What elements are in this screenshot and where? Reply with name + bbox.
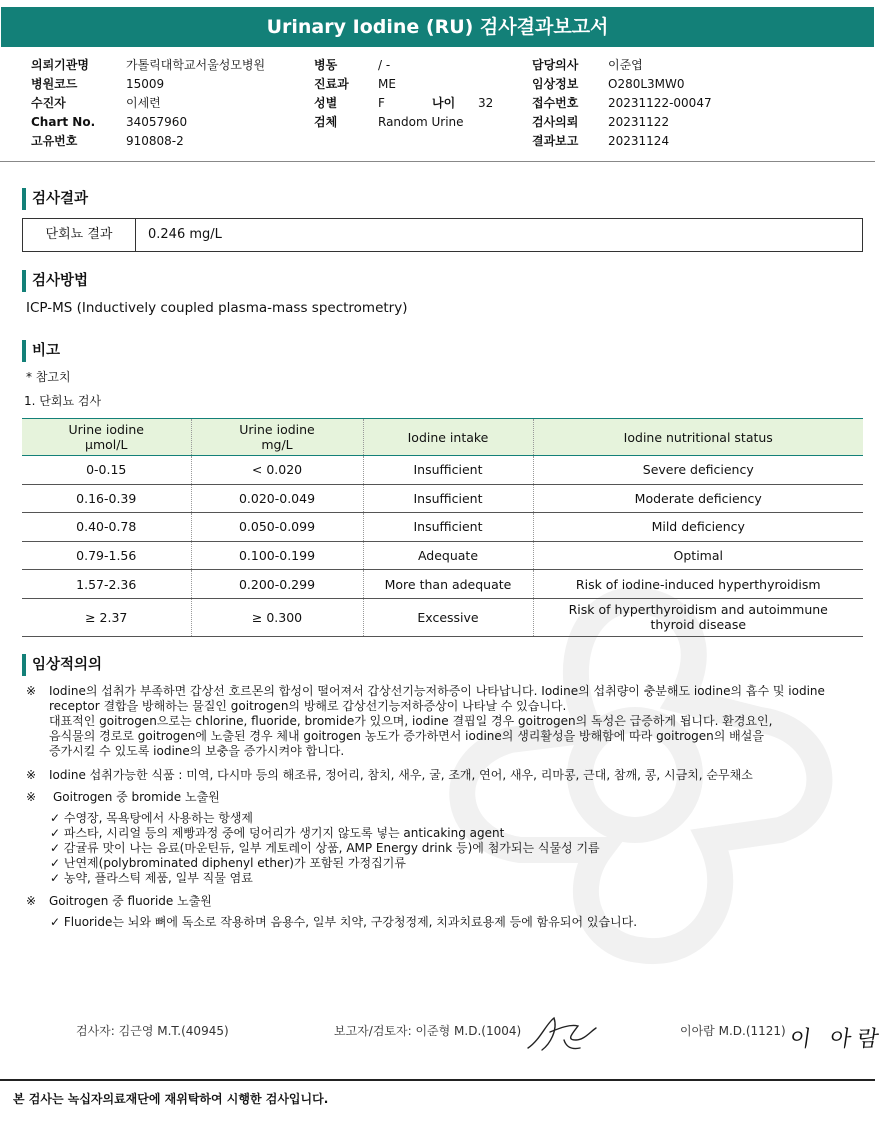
patient-info-col2 — [314, 56, 514, 132]
info-value: 910808-2 — [126, 134, 184, 148]
result-box — [22, 218, 863, 252]
table-cell: 0.40-0.78 — [22, 513, 191, 542]
info-label: 검체 — [314, 115, 338, 129]
table-cell: < 0.020 — [191, 456, 363, 485]
table-row — [22, 456, 863, 485]
info-value: 34057960 — [126, 115, 188, 129]
table-cell: Optimal — [533, 541, 863, 570]
info-value: 20231122-00047 — [608, 96, 712, 110]
info-label: 결과보고 — [532, 134, 579, 148]
header-umol: Urine iodine μmol/L — [22, 419, 191, 456]
note-marker: ※ — [26, 684, 37, 698]
info-value: ME — [378, 77, 396, 91]
info-value: 15009 — [126, 77, 165, 91]
table-cell: Insufficient — [363, 484, 533, 513]
table-cell: 0.79-1.56 — [22, 541, 191, 570]
fluoride-list — [26, 915, 866, 930]
clinical-text — [26, 684, 866, 938]
info-label: 수진자 — [31, 96, 66, 110]
reviewer-signature: 보고자/검토자: 이준형 M.D.(1004) — [334, 1024, 522, 1038]
list-item: ✓ 파스타, 시리얼 등의 제빵과정 중에 덩어리가 생기지 않도록 넣는 anticaking agent — [50, 826, 505, 840]
header-divider — [0, 161, 875, 162]
header-mgl: Urine iodine mg/L — [191, 419, 363, 456]
info-value: O280L3MW0 — [608, 77, 685, 91]
info-label: 임상정보 — [532, 77, 579, 91]
handwritten-signature-name: 이 아람 — [787, 1027, 887, 1052]
reference-subtitle: 1. 단회뇨 검사 — [24, 394, 102, 408]
list-item: ✓ 난연제(polybrominated diphenyl ether)가 포함된 가정집기류 — [50, 856, 406, 870]
table-row — [22, 570, 863, 599]
info-value: 20231124 — [608, 134, 670, 148]
table-cell: 0.020-0.049 — [191, 484, 363, 513]
table-cell: Risk of iodine-induced hyperthyroidism — [533, 570, 863, 599]
table-cell: 1.57-2.36 — [22, 570, 191, 599]
clinical-paragraph: ※ Goitrogen 중 fluoride 노출원 — [26, 894, 212, 908]
table-cell: 0-0.15 — [22, 456, 191, 485]
table-cell: Insufficient — [363, 513, 533, 542]
section-heading-remarks: 비고 — [22, 340, 60, 362]
info-label: 성별 — [314, 96, 338, 110]
table-cell: Adequate — [363, 541, 533, 570]
third-signature: 이아람 M.D.(1121) — [680, 1024, 786, 1038]
table-cell: ≥ 0.300 — [191, 598, 363, 636]
footer-note: 본 검사는 녹십자의료재단에 재위탁하여 시행한 검사입니다. — [13, 1092, 329, 1106]
tester-signature: 검사자: 김근영 M.T.(40945) — [76, 1024, 229, 1038]
table-row — [22, 598, 863, 636]
header-intake: Iodine intake — [363, 419, 533, 456]
table-row — [22, 513, 863, 542]
table-cell: Excessive — [363, 598, 533, 636]
info-value: 이세련 — [126, 96, 161, 110]
bromide-list — [26, 811, 866, 886]
info-value: / - — [378, 58, 391, 72]
table-cell: Severe deficiency — [533, 456, 863, 485]
table-cell: 0.16-0.39 — [22, 484, 191, 513]
patient-info-col1 — [31, 56, 301, 151]
table-row — [22, 541, 863, 570]
patient-info-col3 — [532, 56, 772, 151]
section-heading-clinical: 임상적의의 — [22, 654, 102, 676]
info-value: F — [378, 96, 385, 110]
info-label: Chart No. — [31, 115, 96, 129]
clinical-paragraph: ※ Iodine의 섭취가 부족하면 갑상선 호르몬의 합성이 떨어져서 갑상선기능저하증이 나타납니다. Iodine의 섭취량이 충분해도 iodine의 흡수 및 iodine receptor 결합을 방해하는 물질인 goitrogen의 방해로 갑상선기능저하증상이 나타날 수 있습니다. 대표적인 goitrogen으로는 chlorine, fluoride, bromide가 있으며, iodine 결핍일 경우 goitrogen의 독성은 급증하게 됩니다. 환경요인, 음식물의 경로로 goitrogen에 노출된 경우 체내 goitrogen 농도가 증가하면서 iodine의 생리활성을 방해함에 따라 goitrogen의 배설을 증가시킬 수 있도록 iodine의 보충을 증가시켜야 합니다. — [26, 684, 825, 758]
list-item: ✓ 감귤류 맛이 나는 음료(마운틴듀, 일부 게토레이 상품, AMP Energy drink 등)에 첨가되는 식물성 기름 — [50, 841, 600, 855]
note-marker: ※ — [26, 768, 37, 782]
footer-divider — [0, 1079, 875, 1081]
clinical-paragraph: ※ Iodine 섭취가능한 식품 : 미역, 다시마 등의 해조류, 정어리, 참치, 새우, 굴, 조개, 연어, 새우, 리마콩, 근대, 참깨, 콩, 시금치, 순무채소 — [26, 768, 753, 782]
table-cell: Risk of hyperthyroidism and autoimmune thyroid disease — [533, 598, 863, 636]
section-heading-result: 검사결과 — [22, 188, 88, 210]
table-cell: Mild deficiency — [533, 513, 863, 542]
age-label: 나이 — [432, 96, 456, 110]
info-label: 병동 — [314, 58, 338, 72]
info-label: 병원코드 — [31, 77, 78, 91]
table-cell: ≥ 2.37 — [22, 598, 191, 636]
info-value: 이준엽 — [608, 58, 643, 72]
note-marker: ※ — [26, 790, 37, 804]
table-cell: Insufficient — [363, 456, 533, 485]
table-header-row — [22, 419, 863, 456]
report-title: Urinary Iodine (RU) 검사결과보고서 — [1, 7, 874, 47]
reference-note: * 참고치 — [26, 370, 71, 384]
age-value: 32 — [478, 96, 494, 110]
note-marker: ※ — [26, 894, 37, 908]
list-item: ✓ 농약, 플라스틱 제품, 일부 직물 염료 — [50, 871, 253, 885]
info-label: 접수번호 — [532, 96, 579, 110]
info-value: 가톨릭대학교서울성모병원 — [126, 58, 266, 72]
header-status: Iodine nutritional status — [533, 419, 863, 456]
info-label: 검사의뢰 — [532, 115, 579, 129]
list-item: ✓ Fluoride는 뇌와 뼈에 독소로 작용하며 음용수, 일부 치약, 구강청정제, 치과치료용제 등에 함유되어 있습니다. — [50, 915, 638, 929]
table-cell: More than adequate — [363, 570, 533, 599]
result-label: 단회뇨 결과 — [23, 219, 136, 251]
table-cell: 0.100-0.199 — [191, 541, 363, 570]
info-label: 담당의사 — [532, 58, 579, 72]
result-value: 0.246 mg/L — [148, 227, 222, 242]
info-label: 고유번호 — [31, 134, 78, 148]
reference-table — [22, 418, 863, 637]
table-cell: 0.050-0.099 — [191, 513, 363, 542]
clinical-paragraph: ※ Goitrogen 중 bromide 노출원 — [26, 790, 220, 804]
method-text: ICP-MS (Inductively coupled plasma-mass spectrometry) — [26, 300, 408, 316]
reviewer-handwritten-signature — [520, 1010, 600, 1056]
info-value: Random Urine — [378, 115, 464, 129]
table-cell: 0.200-0.299 — [191, 570, 363, 599]
list-item: ✓ 수영장, 목욕탕에서 사용하는 항생제 — [50, 811, 254, 825]
info-value: 20231122 — [608, 115, 670, 129]
info-label: 의뢰기관명 — [31, 58, 89, 72]
table-cell: Moderate deficiency — [533, 484, 863, 513]
info-label: 진료과 — [314, 77, 349, 91]
section-heading-method: 검사방법 — [22, 270, 88, 292]
table-row — [22, 484, 863, 513]
